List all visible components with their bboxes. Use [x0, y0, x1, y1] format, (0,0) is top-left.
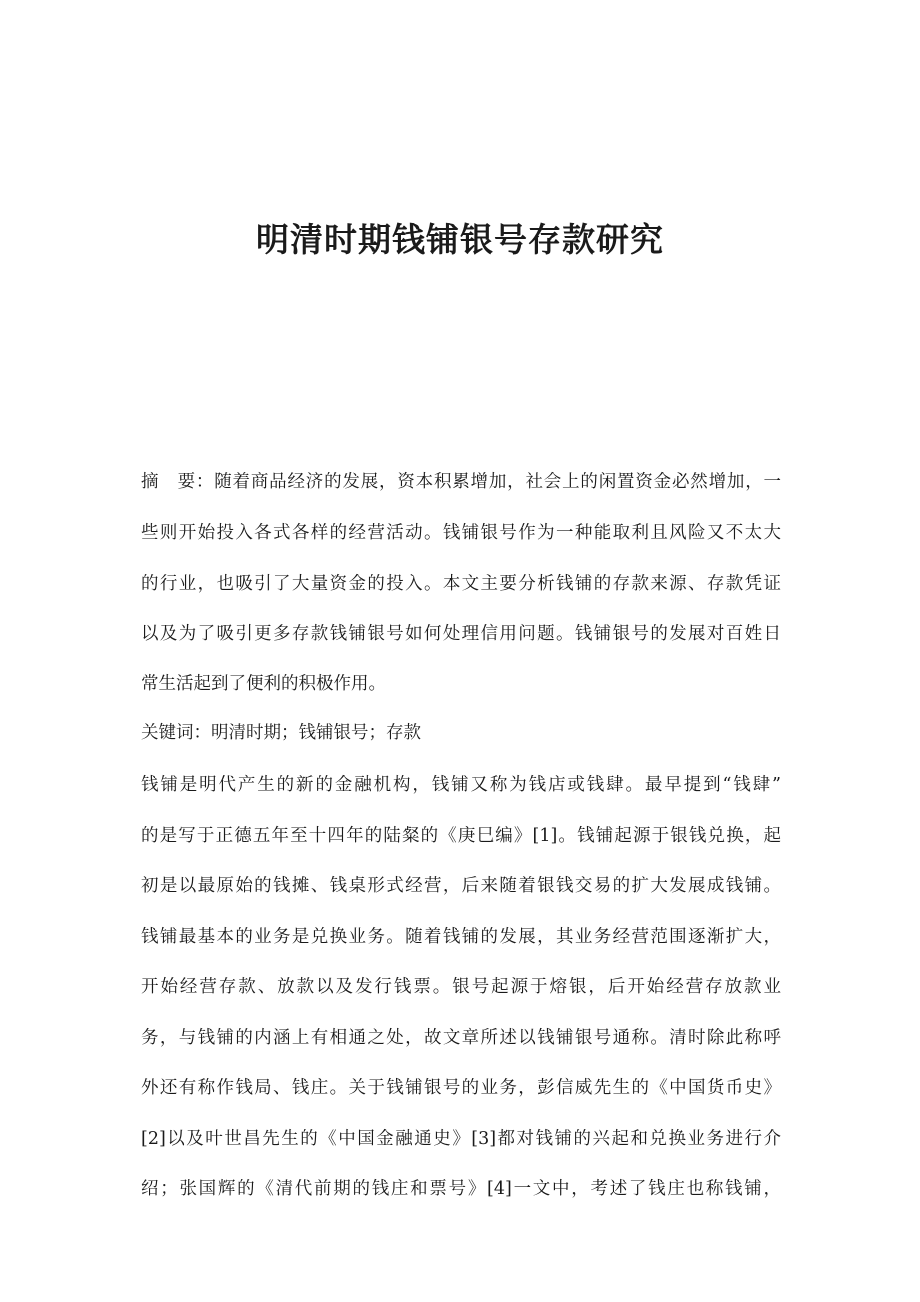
body-line-9: 绍；张国辉的《清代前期的钱庄和票号》[4]一文中，考述了钱庄也称钱铺， [141, 1179, 781, 1199]
body-line-6: 务，与钱铺的内涵上有相通之处，故文章所述以钱铺银号通称。清时除此称呼 [141, 1028, 781, 1048]
abstract-line-4: 以及为了吸引更多存款钱铺银号如何处理信用问题。钱铺银号的发展对百姓日 [141, 624, 781, 644]
body-line-1: 钱铺是明代产生的新的金融机构，钱铺又称为钱店或钱肆。最早提到“钱肆” [141, 775, 781, 795]
body-line-5: 开始经营存款、放款以及发行钱票。银号起源于熔银，后开始经营存放款业 [141, 977, 781, 997]
abstract-line-1: 摘 要：随着商品经济的发展，资本积累增加，社会上的闲置资金必然增加，一 [141, 472, 781, 492]
abstract-line-2: 些则开始投入各式各样的经营活动。钱铺银号作为一种能取利且风险又不太大 [141, 523, 781, 543]
abstract-line-5: 常生活起到了便利的积极作用。 [141, 674, 386, 694]
body-line-7: 外还有称作钱局、钱庄。关于钱铺银号的业务，彭信威先生的《中国货币史》 [141, 1078, 781, 1098]
body-line-8: [2]以及叶世昌先生的《中国金融通史》[3]都对钱铺的兴起和兑换业务进行介 [141, 1129, 781, 1149]
abstract-line-3: 的行业，也吸引了大量资金的投入。本文主要分析钱铺的存款来源、存款凭证 [141, 574, 781, 594]
body-line-4: 钱铺最基本的业务是兑换业务。随着钱铺的发展，其业务经营范围逐渐扩大， [141, 927, 781, 947]
body-line-3: 初是以最原始的钱摊、钱桌形式经营，后来随着银钱交易的扩大发展成钱铺。 [141, 876, 781, 896]
document-title: 明清时期钱铺银号存款研究 [256, 220, 664, 259]
body-line-2: 的是写于正德五年至十四年的陆粲的《庚巳编》[1]。钱铺起源于银钱兑换，起 [141, 826, 781, 846]
keywords-line: 关键词：明清时期；钱铺银号；存款 [141, 723, 421, 743]
